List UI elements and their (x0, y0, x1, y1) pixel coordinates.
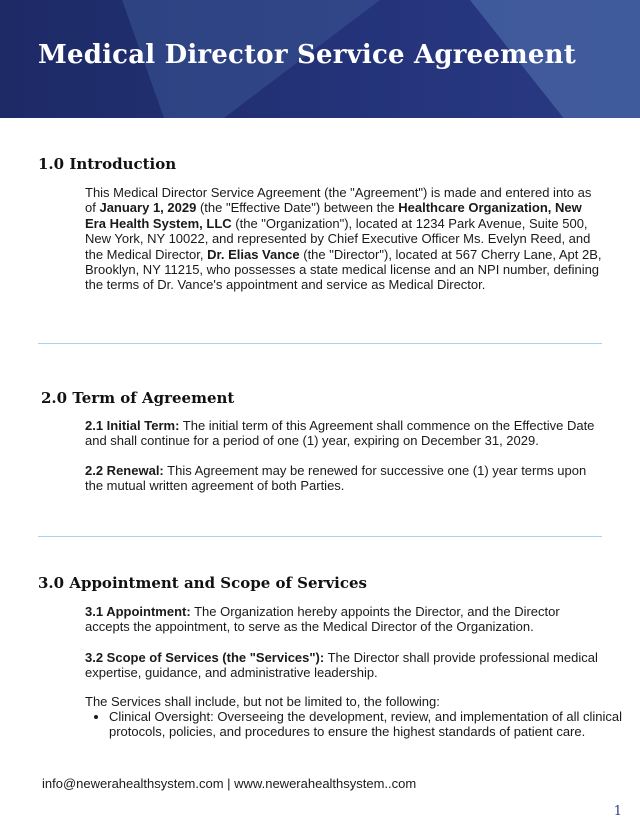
clause-text: The initial term of this Agreement shall commence on the Effective Date and shall continue for a period of one (1) year, expiring on December 31, 2029. (85, 418, 595, 449)
services-list (85, 709, 627, 740)
document-title: Medical Director Service Agreement (38, 40, 576, 70)
text-run: This Medical Director Service Agreement (the "Agreement") is made and entered into as of (85, 185, 592, 216)
clause-label: 3.1 Appointment: (85, 604, 191, 619)
effective-date: January 1, 2029 (99, 200, 197, 216)
text-run: (the "Effective Date") between the (196, 200, 399, 216)
clause-text: The Director shall provide professional medical expertise, guidance, and administrative leadership. (85, 650, 598, 681)
footer-contact: info@newerahealthsystem.com | www.newerahealthsystem..com (42, 776, 417, 791)
clause-label: 2.1 Initial Term: (85, 418, 180, 433)
page-number: 1 (613, 804, 622, 819)
section-title-term: 2.0 Term of Agreement (41, 389, 235, 407)
services-intro: The Services shall include, but not be limited to, the following: (85, 694, 440, 709)
clause-renewal (85, 463, 603, 494)
list-item: • Clinical Oversight: Overseeing the development, review, and implementation of all clinical protocols, policies, and procedures to ensure the highest standards of patient care. (109, 709, 627, 740)
section-title-introduction: 1.0 Introduction (38, 155, 177, 173)
text-run: (the "Director"), located at 567 Cherry Lane, Apt 2B, Brooklyn, NY 11215, who possesses a state medical license and an NPI number, defining the terms of Dr. Vance's appointment and service as Medical Director. (85, 246, 602, 293)
clause-text: This Agreement may be renewed for successive one (1) year terms upon the mutual written agreement of both Parties. (85, 463, 587, 494)
document-header (0, 0, 640, 118)
section-divider (38, 536, 602, 537)
organization-name: Healthcare Organization, New Era Health System, LLC (85, 200, 582, 231)
section-divider (38, 343, 602, 344)
section-title-appointment: 3.0 Appointment and Scope of Services (38, 574, 367, 592)
clause-label: 2.2 Renewal: (85, 463, 164, 478)
director-name: Dr. Elias Vance (207, 246, 300, 262)
clause-label: 3.2 Scope of Services (the "Services"): (85, 650, 325, 665)
clause-initial-term (85, 418, 603, 449)
clause-scope-of-services (85, 650, 603, 681)
clause-appointment (85, 604, 603, 635)
introduction-paragraph (85, 185, 603, 293)
clause-text: The Organization hereby appoints the Director, and the Director accepts the appointment, to serve as the Medical Director of the Organization. (85, 604, 560, 635)
text-run: (the "Organization"), located at 1234 Park Avenue, Suite 500, New York, NY 10022, and represented by Chief Executive Officer Ms. Evelyn Reed, and the Medical Director, (85, 215, 591, 262)
